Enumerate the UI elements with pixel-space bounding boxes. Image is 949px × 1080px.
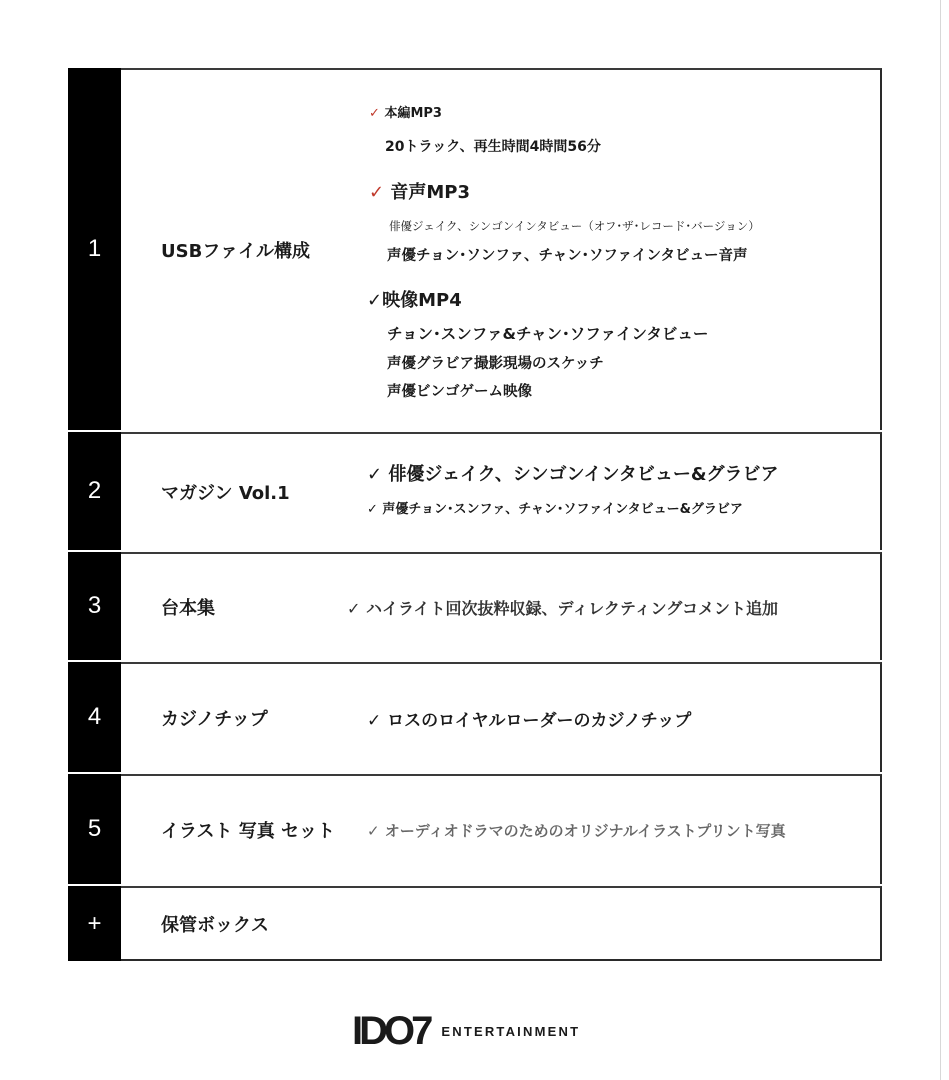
check-icon: ✓ <box>369 182 385 203</box>
row-label: マガジン Vol.1 <box>161 483 290 504</box>
row-number: 1 <box>68 68 121 430</box>
row-number: 5 <box>68 774 121 884</box>
product-components-table <box>68 68 882 961</box>
row-label: カジノチップ <box>161 709 268 730</box>
row-label: 台本集 <box>161 598 215 619</box>
item-text: ✓ オーディオドラマのためのオリジナルイラストプリント写真 <box>367 822 786 840</box>
row-label: USBファイル構成 <box>161 241 310 262</box>
table-row <box>68 68 882 430</box>
item-text: ✓ 俳優ジェイク、シンゴンインタビュー&グラビア <box>367 464 779 485</box>
item-text: ✓ 声優チョン･スンファ、チャン･ソファインタビュー&グラビア <box>367 502 743 517</box>
section-line: 声優グラビア撮影現場のスケッチ <box>387 356 604 372</box>
row-cell <box>121 552 882 660</box>
item-text: ✓ ハイライト回次抜粋収録、ディレクティングコメント追加 <box>347 599 778 618</box>
check-icon: ✓ <box>367 290 383 311</box>
logo-mark-icon: IDO7 <box>352 1009 430 1053</box>
section-line: 俳優ジェイク、シンゴンインタビュー（オフ･ザ･レコード･バージョン） <box>389 219 760 233</box>
section-line: 声優ビンゴゲーム映像 <box>387 384 532 400</box>
section-title: ✓ 本編MP3 <box>369 106 442 121</box>
section-title: ✓ 音声MP3 <box>369 182 471 203</box>
check-icon: ✓ <box>369 106 380 121</box>
row-number: 4 <box>68 662 121 772</box>
table-row <box>68 552 882 660</box>
table-row <box>68 886 882 961</box>
row-cell <box>121 774 882 884</box>
company-logo <box>352 1009 581 1053</box>
row-label: 保管ボックス <box>161 914 269 936</box>
row-cell <box>121 432 882 550</box>
table-row <box>68 774 882 884</box>
section-line: チョン･スンファ&チャン･ソファインタビュー <box>387 325 709 343</box>
row-number: 2 <box>68 432 121 550</box>
scrollbar[interactable] <box>940 0 949 1080</box>
item-text: ✓ ロスのロイヤルローダーのカジノチップ <box>367 711 692 731</box>
plus-icon: + <box>68 886 121 961</box>
section-line: 20トラック、再生時間4時間56分 <box>385 139 601 155</box>
row-number: 3 <box>68 552 121 660</box>
row-label: イラスト 写真 セット <box>161 821 335 842</box>
row-cell <box>121 886 882 961</box>
row-cell <box>121 662 882 772</box>
section-title: ✓映像MP4 <box>367 290 462 311</box>
section-line: 声優チョン･ソンファ、チャン･ソファインタビュー音声 <box>387 248 748 264</box>
table-row <box>68 662 882 772</box>
row-cell <box>121 68 882 430</box>
logo-text: ENTERTAINMENT <box>441 1023 581 1039</box>
table-row <box>68 432 882 550</box>
